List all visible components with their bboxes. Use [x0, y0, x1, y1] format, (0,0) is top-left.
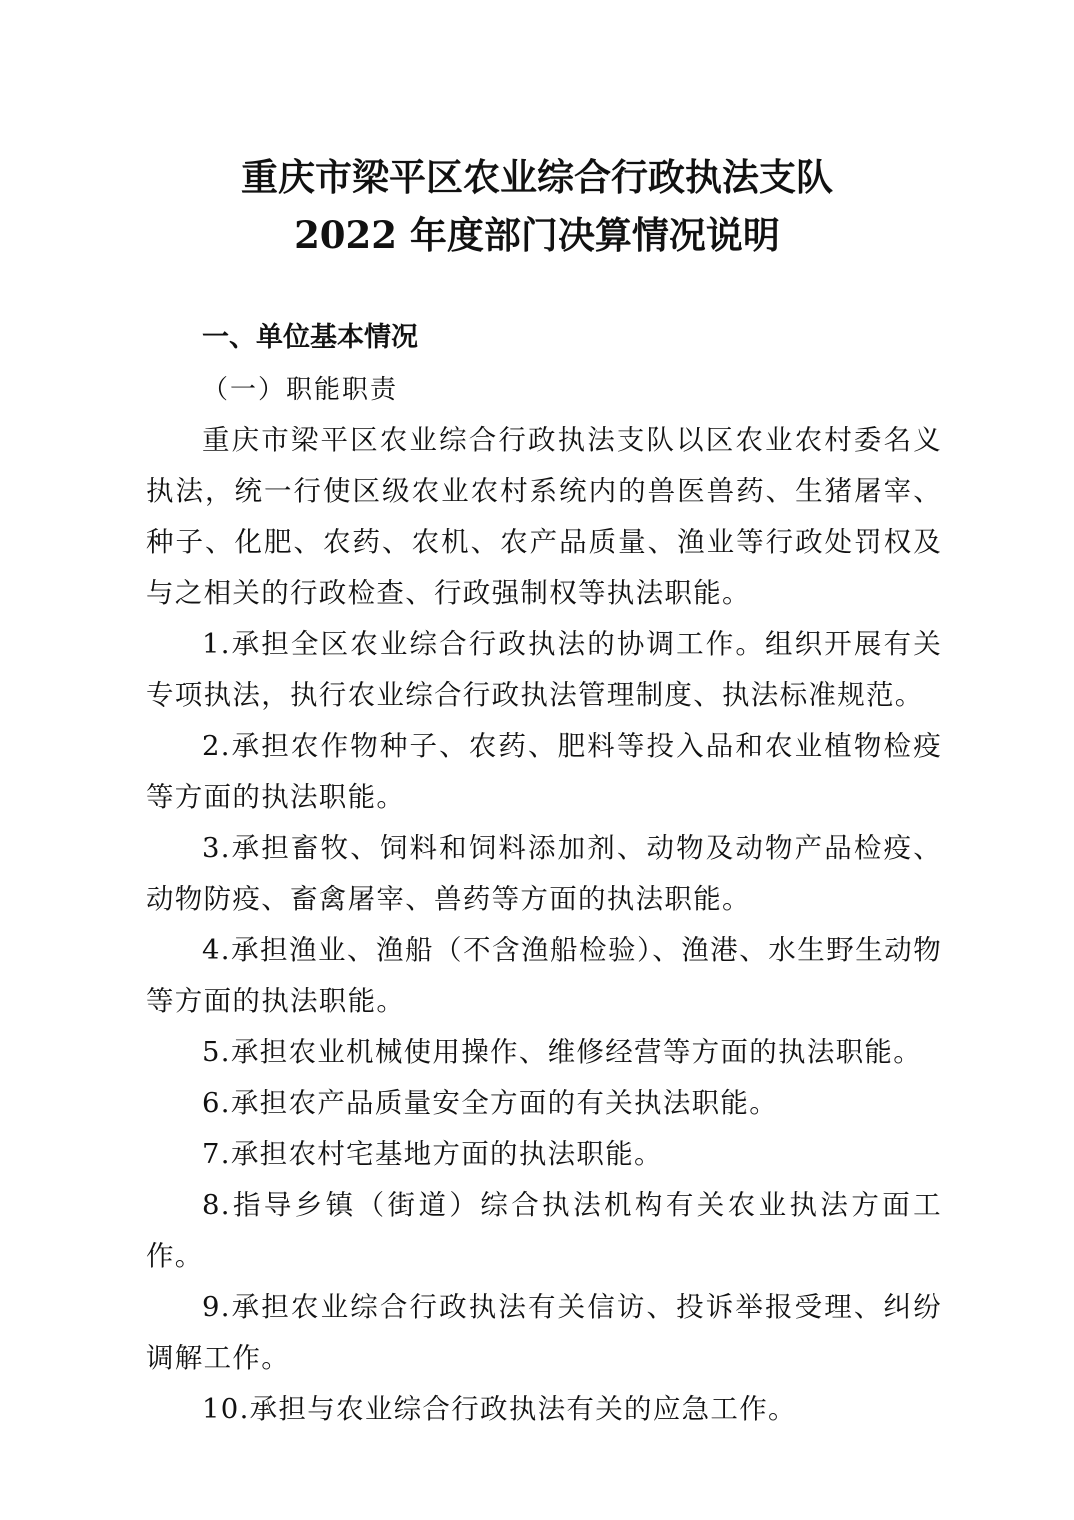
document-body — [146, 313, 942, 1435]
title-line-2: 2022 年度部门决算情况说明 — [294, 213, 780, 257]
duty-item: 2.承担农作物种子、农药、肥料等投入品和农业植物检疫等方面的执法职能。 — [146, 730, 942, 813]
duties-list — [146, 619, 942, 1435]
duty-item: 10.承担与农业综合行政执法有关的应急工作。 — [202, 1393, 797, 1425]
intro-paragraph: 重庆市梁平区农业综合行政执法支队以区农业农村委名义执法，统一行使区级农业农村系统内的兽医兽药、生猪屠宰、种子、化肥、农药、农机、农产品质量、渔业等行政处罚权及与之相关的行政检查、行政强制权等执法职能。 — [146, 424, 942, 609]
duty-item: 1.承担全区农业综合行政执法的协调工作。组织开展有关专项执法，执行农业综合行政执法管理制度、执法标准规范。 — [146, 628, 942, 711]
duty-item: 5.承担农业机械使用操作、维修经营等方面的执法职能。 — [202, 1036, 923, 1068]
duty-item: 4.承担渔业、渔船（不含渔船检验）、渔港、水生野生动物等方面的执法职能。 — [146, 934, 942, 1017]
title-line-1: 重庆市梁平区农业综合行政执法支队 — [241, 155, 833, 199]
document-title — [0, 148, 1074, 264]
duty-item: 6.承担农产品质量安全方面的有关执法职能。 — [202, 1087, 779, 1119]
duty-item: 7.承担农村宅基地方面的执法职能。 — [202, 1138, 663, 1170]
subsection-heading: （一）职能职责 — [202, 375, 399, 405]
duty-item: 9.承担农业综合行政执法有关信访、投诉举报受理、纠纷调解工作。 — [146, 1291, 942, 1374]
section-heading: 一、单位基本情况 — [202, 322, 418, 353]
duty-item: 8.指导乡镇（街道）综合执法机构有关农业执法方面工作。 — [146, 1189, 942, 1272]
duty-item: 3.承担畜牧、饲料和饲料添加剂、动物及动物产品检疫、动物防疫、畜禽屠宰、兽药等方面的执法职能。 — [146, 832, 942, 915]
